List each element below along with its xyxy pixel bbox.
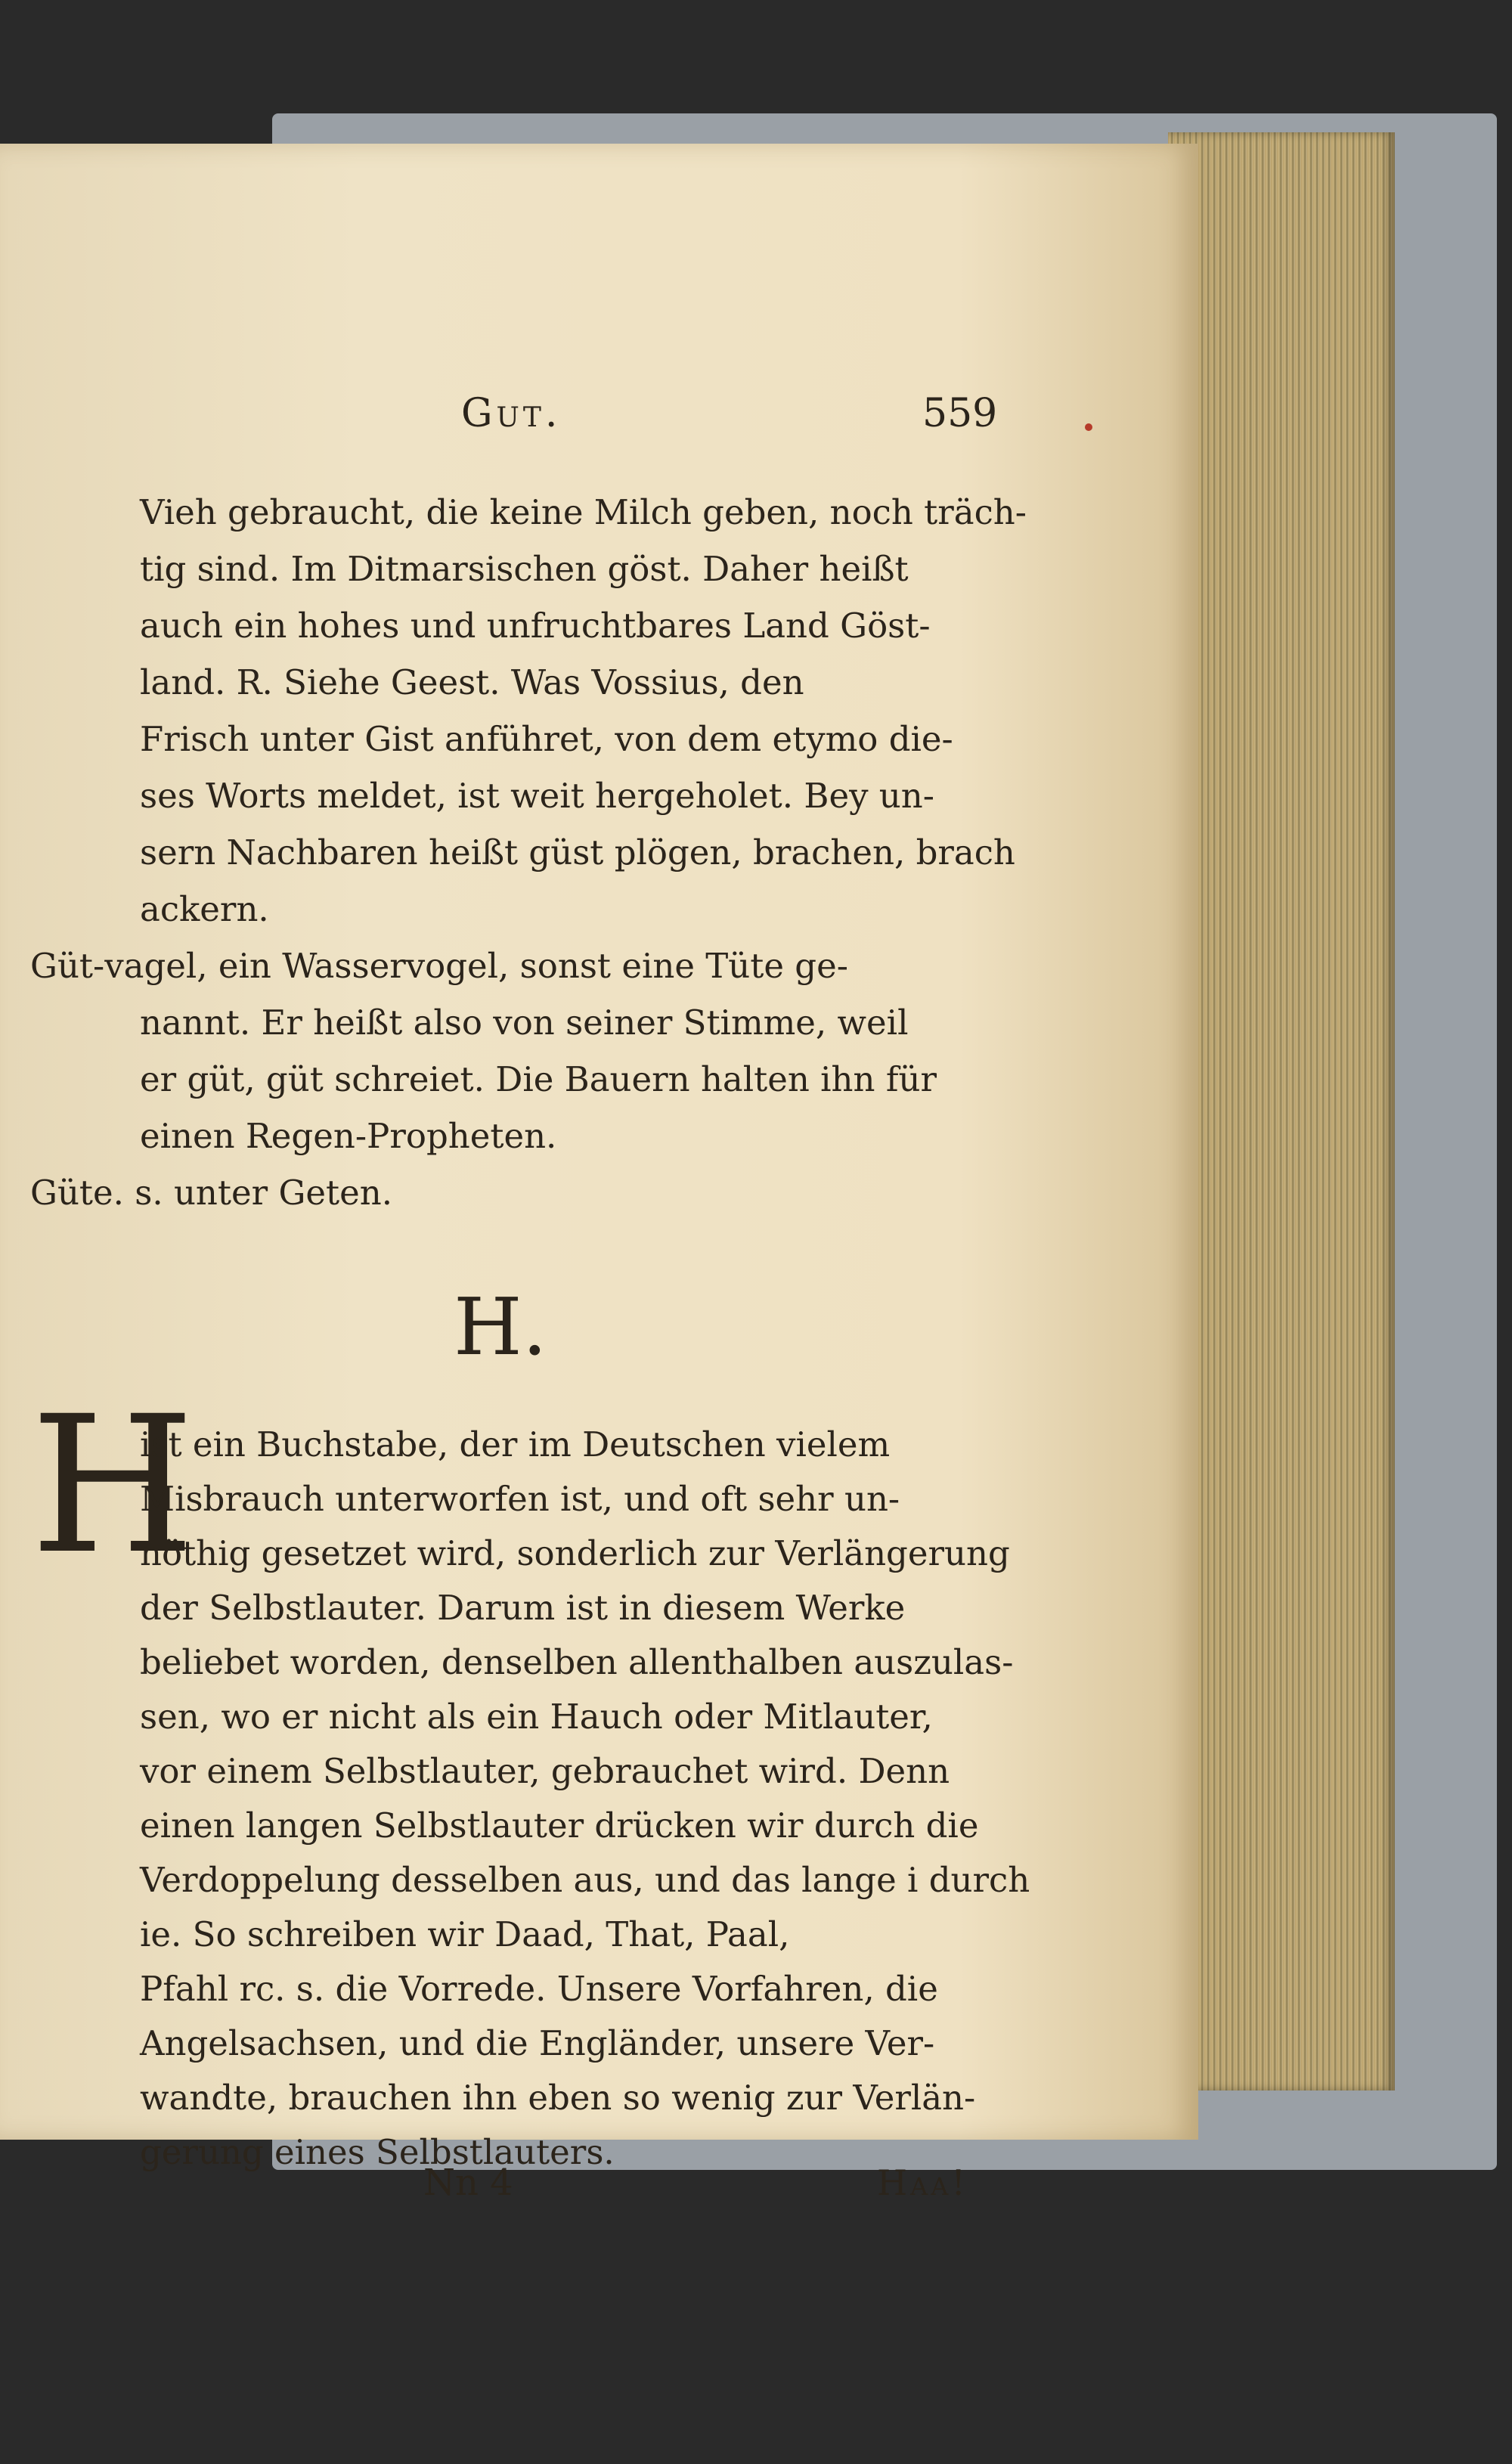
ink-mark: [1085, 423, 1092, 431]
book-page: [0, 144, 1198, 2204]
text-line: beliebet worden, denselben allenthalben auszulas-: [140, 1642, 1014, 1682]
text-line: ie. So schreiben wir Daad, That, Paal,: [140, 1914, 790, 1954]
signature-mark: Nn 4: [423, 2162, 513, 2204]
entry-gute: Güte. s. unter Geten.: [30, 1173, 393, 1213]
drop-cap: H: [30, 1375, 196, 1595]
text-line: Verdoppelung desselben aus, und das lange i durch: [140, 1860, 1030, 1900]
entry-h: [30, 1418, 1030, 2180]
text-line: Frisch unter Gist anführet, von dem etymo die-: [140, 719, 953, 759]
text-line: der Selbstlauter. Darum ist in diesem Werke: [140, 1588, 906, 1628]
section-heading: H.: [454, 1281, 547, 1373]
text-line: vor einem Selbstlauter, gebrauchet wird. Denn: [140, 1751, 950, 1791]
text-line: Angelsachsen, und die Engländer, unsere Ver-: [140, 2023, 935, 2063]
text-line: ackern.: [140, 889, 269, 929]
entry-gut-continued: [30, 484, 1027, 1221]
catchword: Haa!: [877, 2162, 968, 2203]
page-footer: [30, 2155, 1005, 2215]
text-line: nöthig gesetzet wird, sonderlich zur Verlängerung: [140, 1533, 1010, 1573]
text-line: wandte, brauchen ihn eben so wenig zur Verlän-: [140, 2078, 976, 2118]
text-line: gerung eines Selbstlauters.: [140, 2132, 615, 2172]
text-line: Vieh gebraucht, die keine Milch geben, noch träch-: [140, 492, 1027, 532]
text-line: einen Regen-Propheten.: [140, 1116, 557, 1156]
page-number: 559: [922, 391, 998, 436]
text-line: er güt, güt schreiet. Die Bauern halten ihn für: [140, 1059, 937, 1099]
text-line: sern Nachbaren heißt güst plögen, brachen, brach: [140, 832, 1015, 872]
text-line: ses Worts meldet, ist weit hergeholet. Bey un-: [140, 776, 934, 816]
header-word: Gut.: [461, 391, 562, 436]
text-line: einen langen Selbstlauter drücken wir durch die: [140, 1805, 979, 1846]
text-line: nannt. Er heißt also von seiner Stimme, weil: [140, 1003, 909, 1043]
text-line: ist ein Buchstabe, der im Deutschen vielem: [140, 1424, 891, 1464]
text-line: land. R. Siehe Geest. Was Vossius, den: [140, 662, 804, 702]
text-line: tig sind. Im Ditmarsischen göst. Daher heißt: [140, 549, 909, 589]
text-line: Pfahl rc. s. die Vorrede. Unsere Vorfahren, die: [140, 1969, 938, 2009]
text-line: sen, wo er nicht als ein Hauch oder Mitlauter,: [140, 1697, 933, 1737]
running-header: [30, 386, 1005, 446]
text-line: auch ein hohes und unfruchtbares Land Göst-: [140, 606, 931, 646]
text-line: Misbrauch unterworfen ist, und oft sehr un-: [140, 1479, 900, 1519]
entry-headword-line: Güt-vagel, ein Wasservogel, sonst eine Tüte ge-: [30, 946, 848, 986]
page-edges: [1168, 132, 1395, 2091]
